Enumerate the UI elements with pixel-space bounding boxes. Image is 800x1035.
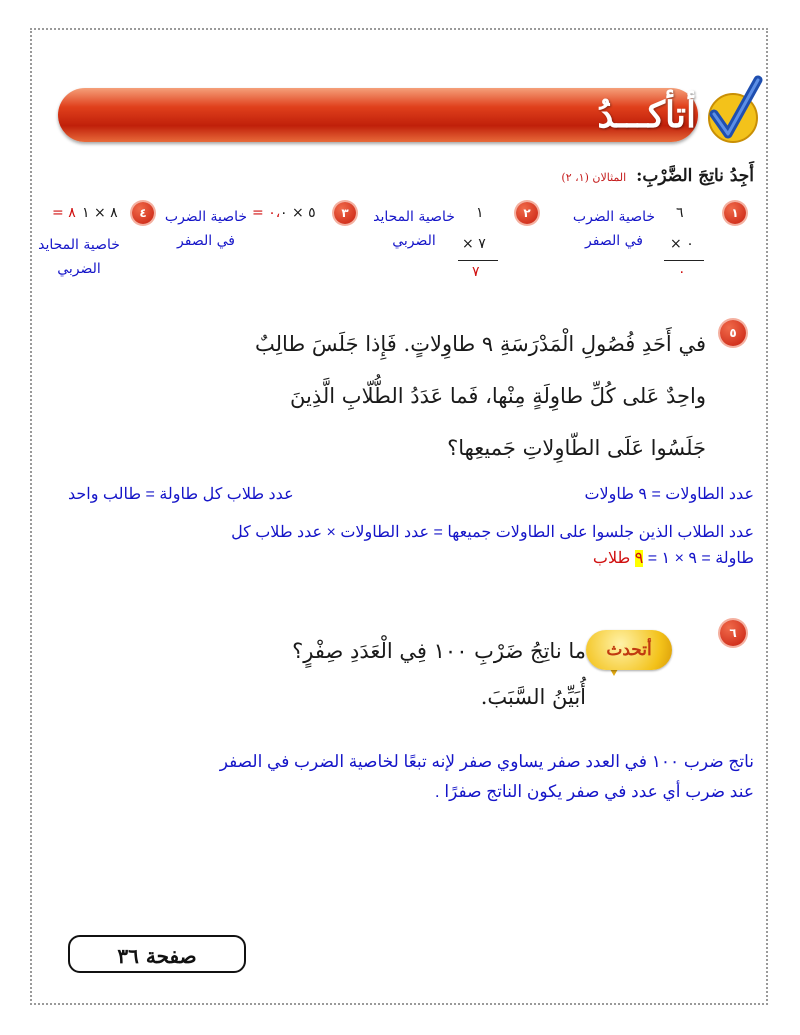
answer-5-result-line	[593, 548, 754, 568]
item-2-rule	[458, 260, 498, 261]
problem-5-text: في أَحَدِ فُصُولِ الْمَدْرَسَةِ ٩ طاوِلاتٍ. فَإِذا جَلَسَ طالِبٌ واحِدٌ عَلى كُلِّ طاوِلَةٍ مِنْها، فَما عَدَدُ الطُّلّابِ الَّذِينَ جَلَسُوا عَلَى الطّاوِلاتِ جَميعِها؟	[255, 332, 706, 460]
item-2-label: خاصية المحايد الضربي	[373, 209, 455, 249]
problem-5-number: ٥	[720, 320, 746, 346]
item-1-label: خاصية الضرب في الصفر	[572, 209, 656, 249]
item-3-expression: ٥ × ٠	[280, 205, 316, 221]
answer-5-tables: عدد الطاولات = ٩ طاولات	[584, 486, 754, 503]
item-1-rule	[664, 260, 704, 261]
item-1-bottom: ٠ ×	[670, 236, 694, 252]
item-1-number: ١	[724, 202, 746, 224]
item-2-result: ٧	[472, 264, 480, 280]
item-3-result: = ٠،	[252, 205, 281, 221]
item-3-number: ٣	[334, 202, 356, 224]
answer-5-students-per-table: عدد طلاب كل طاولة = طالب واحد	[68, 486, 294, 503]
item-4-number: ٤	[132, 202, 154, 224]
answer-5-expression: طاولة = ٩ × ١ =	[643, 550, 754, 567]
answer-5-unit: طلاب	[592, 550, 635, 567]
page-number-label: صفحة ٣٦	[68, 935, 246, 973]
answer-6-line-2: عند ضرب أي عدد في صفر يكون الناتج صفرًا .	[434, 782, 754, 801]
checkmark-icon	[700, 74, 766, 150]
item-4-label: خاصية المحايد الضربي	[38, 237, 120, 277]
item-4-result: = ٨	[52, 205, 76, 221]
item-1-top: ٦	[676, 205, 684, 221]
question-heading	[561, 166, 754, 186]
talk-badge: أتحدث	[586, 630, 672, 670]
question-heading-text: أَجِدُ ناتِجَ الضَّرْبِ:	[636, 166, 754, 186]
answer-5-value: ٩	[634, 550, 644, 567]
answer-6-line-1: ناتج ضرب ١٠٠ في العدد صفر يساوي صفر لإنه تبعًا لخاصية الضرب في الصفر	[219, 752, 754, 771]
item-1-result: ٠	[678, 264, 686, 280]
problem-6-number: ٦	[720, 620, 746, 646]
banner-title: أتأكـــدُ	[597, 94, 696, 136]
item-3-label: خاصية الضرب في الصفر	[164, 209, 248, 249]
item-2-bottom: ٧ ×	[462, 236, 486, 252]
answer-5-equation: عدد الطلاب الذين جلسوا على الطاولات جميعها = عدد الطاولات × عدد طلاب كل	[231, 524, 754, 541]
item-2-number: ٢	[516, 202, 538, 224]
problem-6-text: ما ناتِجُ ضَرْبِ ١٠٠ فِي الْعَدَدِ صِفْرٍ؟ أُبَيِّنُ السَّبَبَ.	[292, 639, 586, 709]
item-4-expression: ٨ × ١	[82, 205, 118, 221]
item-2-top: ١	[476, 205, 484, 221]
examples-reference: المثالان (١، ٢)	[561, 171, 627, 184]
